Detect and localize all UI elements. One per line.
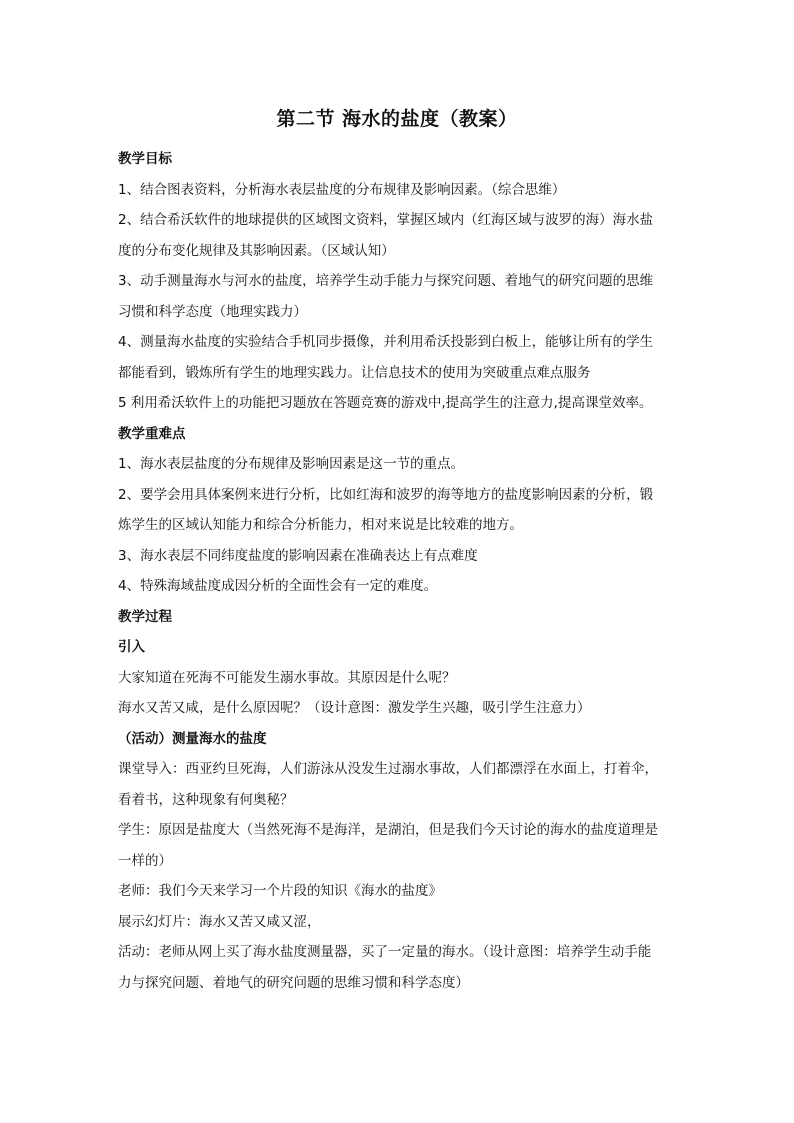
paragraph-line: 习惯和科学态度（地理实践力） [118,303,307,320]
paragraph-line: 老师：我们今天来学习一个片段的知识《海水的盐度》 [118,883,442,899]
section-heading-key-points: 教学重难点 [118,425,186,442]
paragraph-line: 力与探究问题、着地气的研究问题的思维习惯和科学态度） [118,974,469,991]
paragraph-line: 炼学生的区域认知能力和综合分析能力，相对来说是比较难的地方。 [118,517,523,533]
paragraph-line: 2、要学会用具体案例来进行分析，比如红海和波罗的海等地方的盐度影响因素的分析，锻 [118,486,654,503]
paragraph-line: 3、动手测量海水与河水的盐度，培养学生动手能力与探究问题、着地气的研究问题的思维 [118,273,654,289]
subheading-activity: （活动）测量海水的盐度 [118,730,267,747]
document-body [118,144,680,998]
paragraph-line: 5 利用希沃软件上的功能把习题放在答题竞赛的游戏中,提高学生的注意力,提高课堂效率。 [118,395,653,411]
section-heading-objectives: 教学目标 [118,151,172,167]
paragraph-line: 4、特殊海域盐度成因分析的全面性会有一定的难度。 [118,578,438,594]
paragraph-line: 一样的） [118,852,172,869]
document-title: 第二节 海水的盐度（教案） [276,108,518,130]
paragraph-line: 3、海水表层不同纬度盐度的影响因素在准确表达上有点难度 [118,547,478,564]
subheading-introduction: 引入 [118,639,145,655]
paragraph-line: 学生：原因是盐度大（当然死海不是海洋，是湖泊，但是我们今天讨论的海水的盐度道理是 [118,822,658,838]
paragraph-line: 大家知道在死海不可能发生溺水事故。其原因是什么呢？ [118,669,456,686]
paragraph-line: 4、测量海水盐度的实验结合手机同步摄像，并利用希沃投影到白板上，能够让所有的学生 [118,334,654,350]
paragraph-line: 2、结合希沃软件的地球提供的区域图文资料，掌握区域内（红海区域与波罗的海）海水盐 [118,212,654,228]
paragraph-line: 课堂导入：西亚约旦死海，人们游泳从没发生过溺水事故，人们都漂浮在水面上，打着伞， [118,761,658,777]
paragraph-line: 度的分布变化规律及其影响因素。（区域认知） [118,242,395,259]
paragraph-line: 活动：老师从网上买了海水盐度测量器，买了一定量的海水。（设计意图：培养学生动手能 [118,944,652,960]
paragraph-line: 1、结合图表资料，分析海水表层盐度的分布规律及影响因素。（综合思维） [118,181,566,198]
paragraph-line: 1、海水表层盐度的分布规律及影响因素是这一节的重点。 [118,456,465,472]
paragraph-line: 展示幻灯片：海水又苦又咸又涩， [118,913,321,930]
paragraph-line: 看着书，这种现象有何奥秘？ [118,791,294,808]
paragraph-line: 都能看到，锻炼所有学生的地理实践力。让信息技术的使用为突破重点难点服务 [118,364,591,381]
paragraph-line: 海水又苦又咸，是什么原因呢？（设计意图：激发学生兴趣，吸引学生注意力） [118,700,591,716]
section-heading-process: 教学过程 [118,608,172,625]
